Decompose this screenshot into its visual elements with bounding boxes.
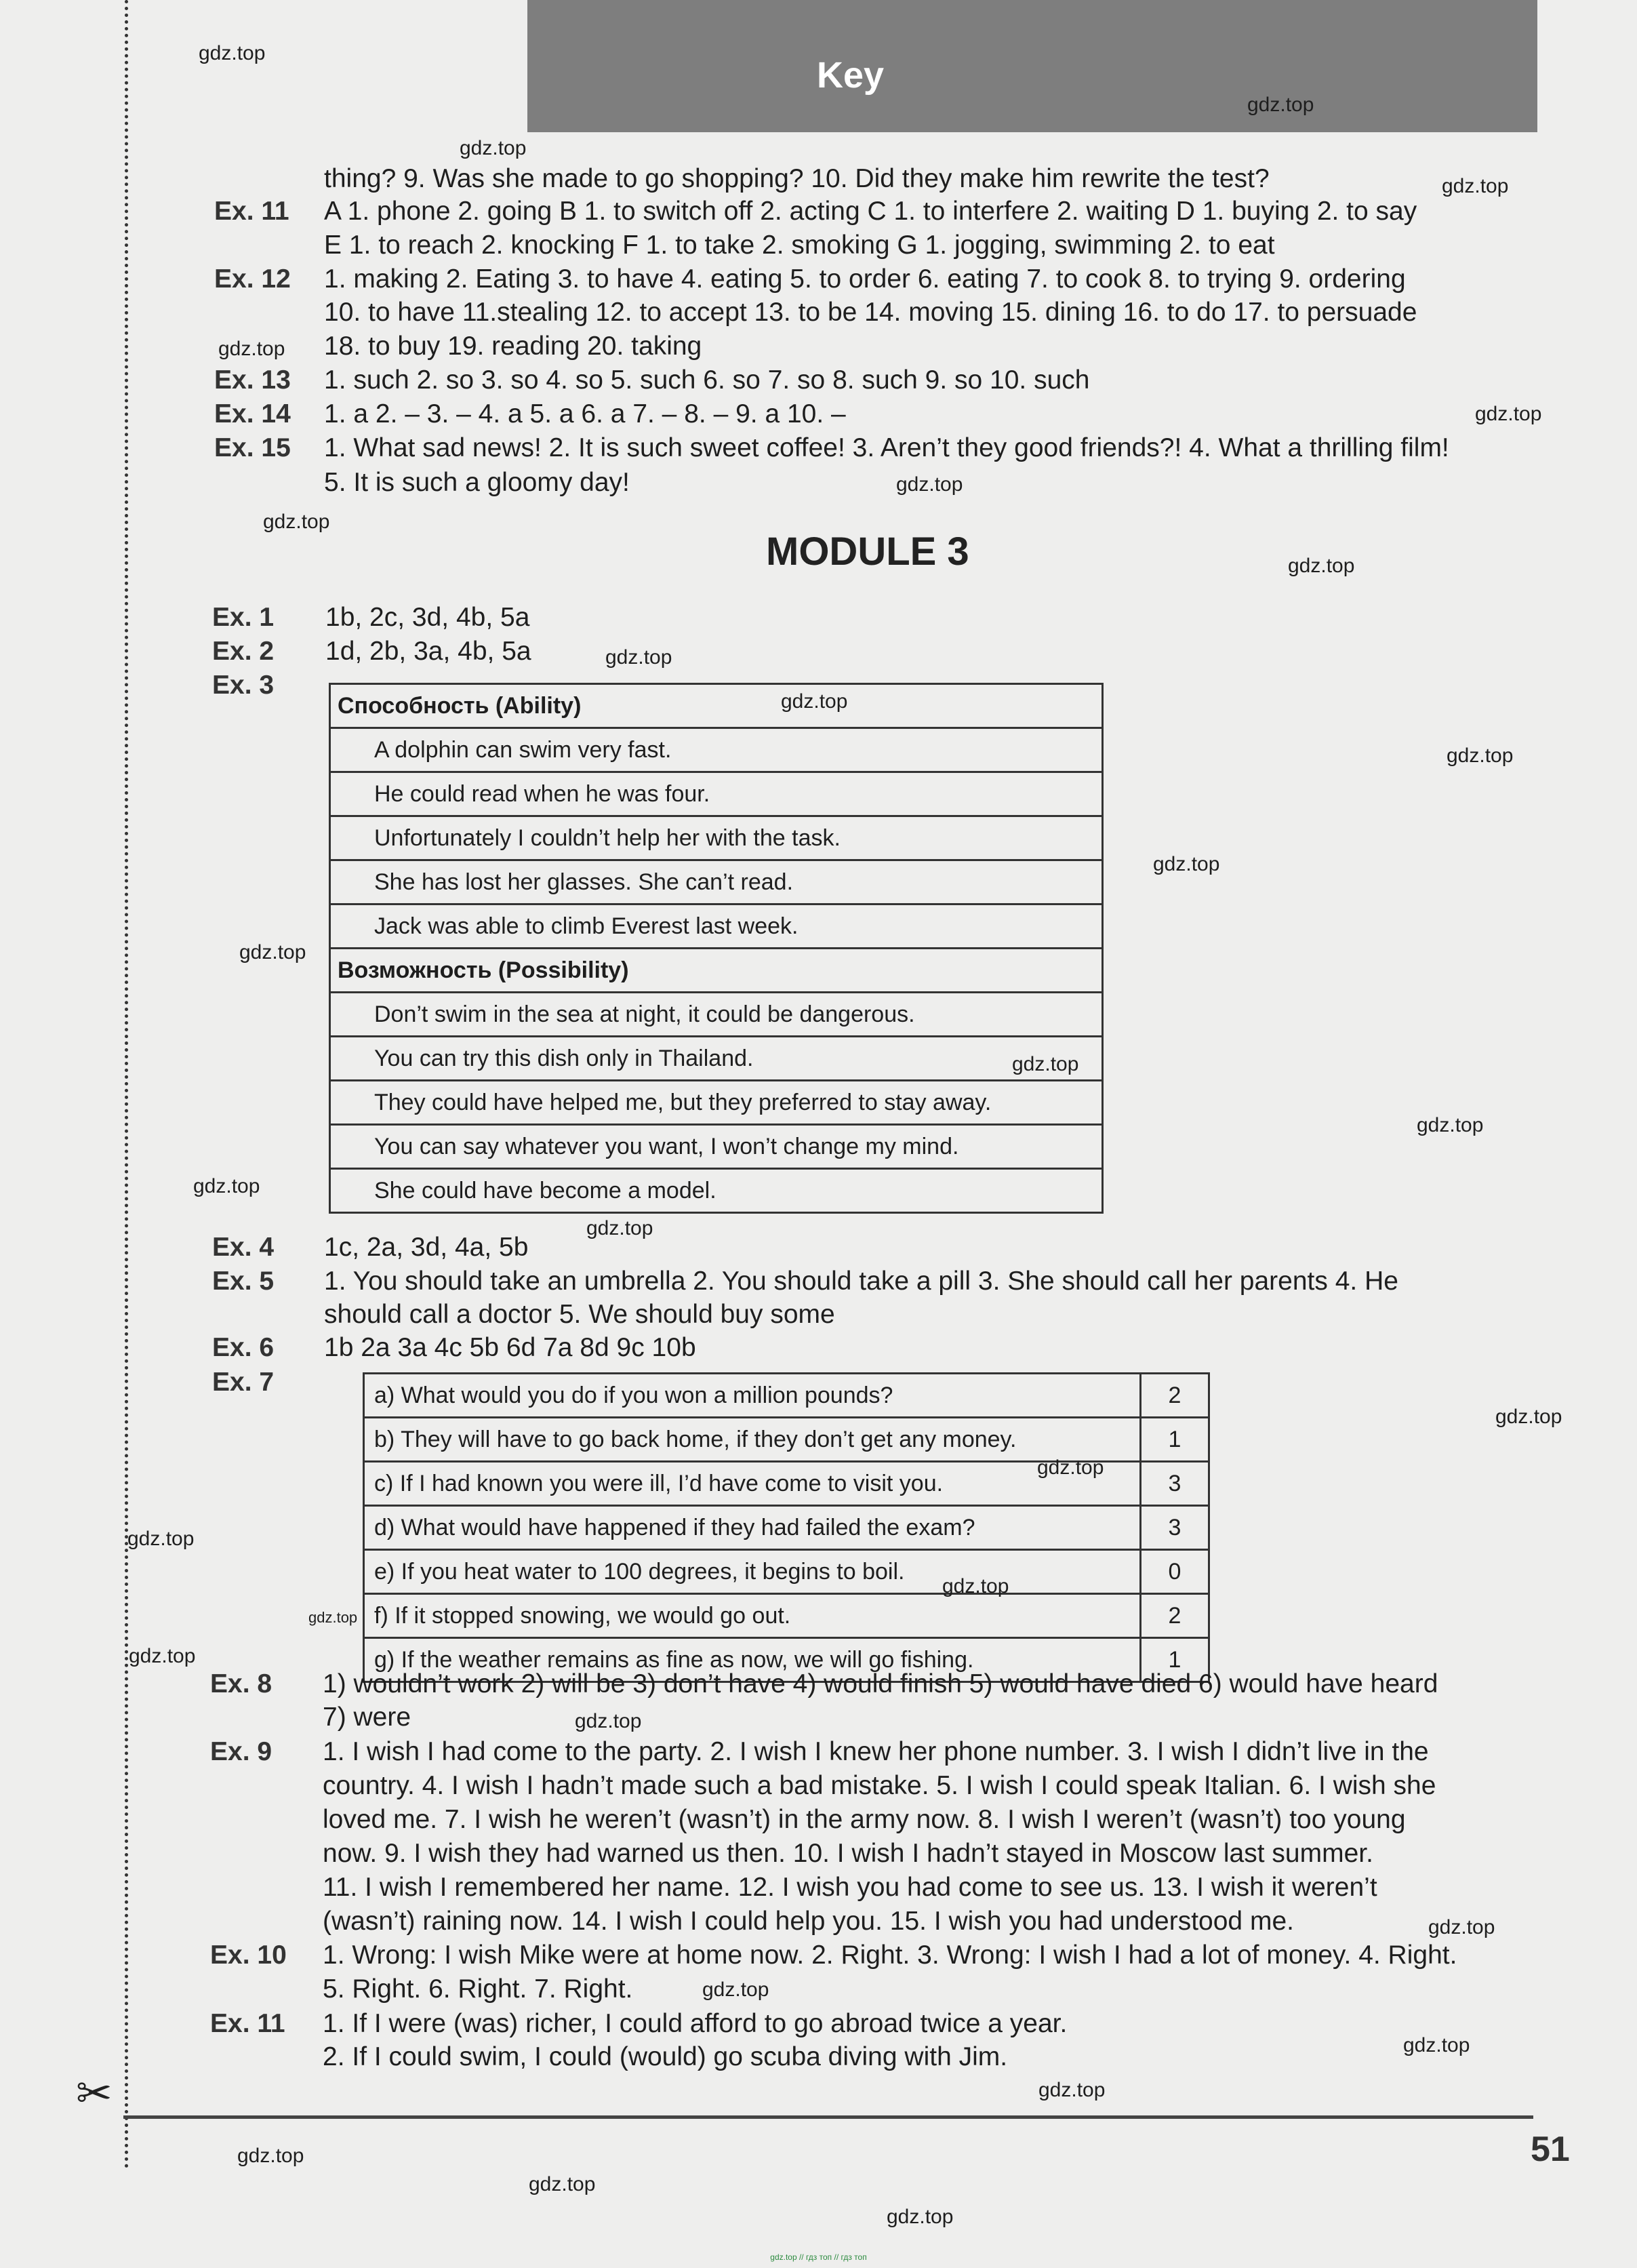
table-row: Don’t swim in the sea at night, it could be dangerous. bbox=[330, 993, 1103, 1037]
table-cell: 3 bbox=[1141, 1462, 1209, 1506]
answer-line: A 1. phone 2. going B 1. to switch off 2. acting C 1. to interfere 2. waiting D 1. buying 2. to say bbox=[324, 197, 1417, 226]
table-row: She has lost her glasses. She can’t read. bbox=[330, 860, 1103, 904]
watermark: gdz.top bbox=[263, 511, 330, 533]
answer-line: 7) were bbox=[323, 1703, 411, 1732]
answer-line: 1. making 2. Eating 3. to have 4. eating 5. to order 6. eating 7. to cook 8. to trying 9. ordering bbox=[324, 264, 1406, 294]
module-heading: MODULE 3 bbox=[766, 530, 969, 574]
table-row: They could have helped me, but they preferred to stay away. bbox=[330, 1081, 1103, 1125]
watermark: gdz.top bbox=[1153, 853, 1220, 875]
watermark: gdz.top bbox=[1403, 2034, 1470, 2056]
exercise-label: Ex. 11 bbox=[214, 197, 289, 226]
answer-line: country. 4. I wish I hadn’t made such a bad mistake. 5. I wish I could speak Italian. 6. I wish she bbox=[323, 1771, 1436, 1800]
watermark: gdz.top bbox=[586, 1217, 653, 1239]
watermark: gdz.top bbox=[1428, 1916, 1495, 1938]
answer-line: 1d, 2b, 3a, 4b, 5a bbox=[325, 637, 531, 666]
watermark: gdz.top bbox=[896, 473, 963, 496]
table-cell: 3 bbox=[1141, 1506, 1209, 1550]
watermark: gdz.top bbox=[1495, 1406, 1562, 1428]
watermark: gdz.top bbox=[1288, 555, 1355, 577]
answer-line: 1. a 2. – 3. – 4. a 5. a 6. a 7. – 8. – 9. a 10. – bbox=[324, 399, 846, 429]
table-row: You can try this dish only in Thailand. bbox=[330, 1037, 1103, 1081]
answer-line: 2. If I could swim, I could (would) go scuba diving with Jim. bbox=[323, 2042, 1008, 2071]
cut-line bbox=[125, 0, 128, 2170]
page-number: 51 bbox=[1531, 2130, 1570, 2169]
scissors-icon: ✂ bbox=[76, 2069, 113, 2117]
table-row: You can say whatever you want, I won’t change my mind. bbox=[330, 1125, 1103, 1169]
answer-line: 1. Wrong: I wish Mike were at home now. 2. Right. 3. Wrong: I wish I had a lot of money. 4. Right. bbox=[323, 1941, 1457, 1970]
watermark: gdz.top bbox=[1442, 175, 1509, 197]
footer-rule bbox=[123, 2115, 1533, 2119]
exercise-label: Ex. 15 bbox=[214, 433, 291, 462]
watermark: gdz.top bbox=[781, 690, 848, 713]
watermark: gdz.top bbox=[1417, 1114, 1484, 1136]
table-cell: 1 bbox=[1141, 1418, 1209, 1462]
answer-line: 10. to have 11.stealing 12. to accept 13. to be 14. moving 15. dining 16. to do 17. to persuade bbox=[324, 298, 1417, 327]
bottom-note: gdz.top // гдз топ // гдз топ bbox=[770, 2252, 867, 2262]
exercise-label: Ex. 5 bbox=[212, 1267, 275, 1296]
answer-line: 11. I wish I remembered her name. 12. I wish you had come to see us. 13. I wish it weren’t bbox=[323, 1873, 1377, 1902]
exercise-label: Ex. 8 bbox=[210, 1669, 272, 1698]
exercise-label: Ex. 12 bbox=[214, 264, 291, 294]
answer-line: 1. What sad news! 2. It is such sweet coffee! 3. Aren’t they good friends?! 4. What a thrilling film! bbox=[324, 433, 1449, 462]
table-cell: 2 bbox=[1141, 1374, 1209, 1418]
key-banner bbox=[527, 0, 1537, 132]
table-cell: a) What would you do if you won a million pounds? bbox=[364, 1374, 1141, 1418]
exercise-label: Ex. 6 bbox=[212, 1333, 275, 1362]
exercise-label: Ex. 1 bbox=[212, 603, 275, 632]
watermark: gdz.top bbox=[887, 2206, 954, 2228]
watermark: gdz.top bbox=[460, 137, 527, 159]
answer-line: 5. Right. 6. Right. 7. Right. bbox=[323, 1974, 633, 2004]
header-title: Key bbox=[817, 55, 885, 96]
table-cell: e) If you heat water to 100 degrees, it begins to boil. bbox=[364, 1550, 1141, 1594]
watermark: gdz.top bbox=[239, 941, 306, 963]
table-header: Способность (Ability) bbox=[330, 684, 1103, 728]
watermark: gdz.top bbox=[702, 1978, 769, 2001]
answer-line: 1c, 2a, 3d, 4a, 5b bbox=[324, 1233, 529, 1262]
table-cell: c) If I had known you were ill, I’d have come to visit you. bbox=[364, 1462, 1141, 1506]
table-cell: 2 bbox=[1141, 1594, 1209, 1638]
table-row: He could read when he was four. bbox=[330, 772, 1103, 816]
exercise-label: Ex. 11 bbox=[210, 2009, 285, 2038]
watermark: gdz.top bbox=[218, 338, 285, 360]
watermark: gdz.top bbox=[529, 2173, 596, 2195]
watermark: gdz.top bbox=[199, 42, 266, 64]
watermark: gdz.top bbox=[193, 1175, 260, 1197]
watermark: gdz.top bbox=[575, 1710, 642, 1732]
answer-line: loved me. 7. I wish he weren’t (wasn’t) in the army now. 8. I wish I weren’t (wasn’t) too young bbox=[323, 1805, 1406, 1834]
watermark: gdz.top bbox=[1475, 403, 1542, 425]
exercise-label: Ex. 9 bbox=[210, 1737, 272, 1766]
watermark: gdz.top bbox=[1037, 1456, 1104, 1479]
exercise-label: Ex. 7 bbox=[212, 1368, 275, 1397]
table-cell: 0 bbox=[1141, 1550, 1209, 1594]
watermark: gdz.top bbox=[129, 1645, 196, 1667]
watermark: gdz.top bbox=[1247, 94, 1314, 116]
conditionals-table bbox=[363, 1372, 1210, 1683]
exercise-label: Ex. 14 bbox=[214, 399, 291, 429]
exercise-label: Ex. 10 bbox=[210, 1941, 287, 1970]
answer-line: 18. to buy 19. reading 20. taking bbox=[324, 332, 702, 361]
watermark: gdz.top bbox=[605, 646, 672, 669]
answer-line: 1. If I were (was) richer, I could afford to go abroad twice a year. bbox=[323, 2009, 1068, 2038]
table-row: She could have become a model. bbox=[330, 1169, 1103, 1213]
answer-line: 1. You should take an umbrella 2. You should take a pill 3. She should call her parents 4. He bbox=[324, 1267, 1398, 1296]
exercise-label: Ex. 2 bbox=[212, 637, 275, 666]
watermark: gdz.top bbox=[127, 1528, 195, 1550]
table-row: Unfortunately I couldn’t help her with the task. bbox=[330, 816, 1103, 860]
answer-line: (wasn’t) raining now. 14. I wish I could help you. 15. I wish you had understood me. bbox=[323, 1907, 1294, 1936]
table-cell: d) What would have happened if they had failed the exam? bbox=[364, 1506, 1141, 1550]
table-header: Возможность (Possibility) bbox=[330, 949, 1103, 993]
exercise-label: Ex. 13 bbox=[214, 365, 291, 395]
answer-line: should call a doctor 5. We should buy some bbox=[324, 1300, 835, 1329]
answer-line: now. 9. I wish they had warned us then. 10. I wish I hadn’t stayed in Moscow last summer. bbox=[323, 1839, 1373, 1868]
answer-line: 1. I wish I had come to the party. 2. I wish I knew her phone number. 3. I wish I didn’t live in the bbox=[323, 1737, 1429, 1766]
watermark: gdz.top bbox=[1447, 744, 1514, 767]
table-cell: b) They will have to go back home, if they don’t get any money. bbox=[364, 1418, 1141, 1462]
table-cell: f) If it stopped snowing, we would go out. bbox=[364, 1594, 1141, 1638]
answer-line: 5. It is such a gloomy day! bbox=[324, 468, 630, 497]
answer-line: 1b, 2c, 3d, 4b, 5a bbox=[325, 603, 530, 632]
watermark: gdz.top bbox=[942, 1575, 1009, 1597]
table-row: A dolphin can swim very fast. bbox=[330, 728, 1103, 772]
table-cell: g) If the weather remains as fine as now, we will go fishing. bbox=[364, 1638, 1141, 1682]
ability-possibility-table bbox=[329, 683, 1104, 1214]
answer-line: 1b 2a 3a 4c 5b 6d 7a 8d 9c 10b bbox=[324, 1333, 696, 1362]
table-cell: 1 bbox=[1141, 1638, 1209, 1682]
answer-line: 1) wouldn’t work 2) will be 3) don’t have 4) would finish 5) would have died 6) would have heard bbox=[323, 1669, 1438, 1698]
table-row: Jack was able to climb Everest last week. bbox=[330, 904, 1103, 949]
watermark: gdz.top bbox=[1038, 2079, 1106, 2101]
answer-line: thing? 9. Was she made to go shopping? 10. Did they make him rewrite the test? bbox=[324, 164, 1270, 193]
watermark: gdz.top bbox=[308, 1609, 358, 1626]
watermark: gdz.top bbox=[1012, 1053, 1079, 1075]
answer-line: 1. such 2. so 3. so 4. so 5. such 6. so 7. so 8. such 9. so 10. such bbox=[324, 365, 1090, 395]
answer-line: E 1. to reach 2. knocking F 1. to take 2. smoking G 1. jogging, swimming 2. to eat bbox=[324, 231, 1275, 260]
watermark: gdz.top bbox=[237, 2145, 304, 2167]
exercise-label: Ex. 3 bbox=[212, 671, 275, 700]
exercise-label: Ex. 4 bbox=[212, 1233, 275, 1262]
